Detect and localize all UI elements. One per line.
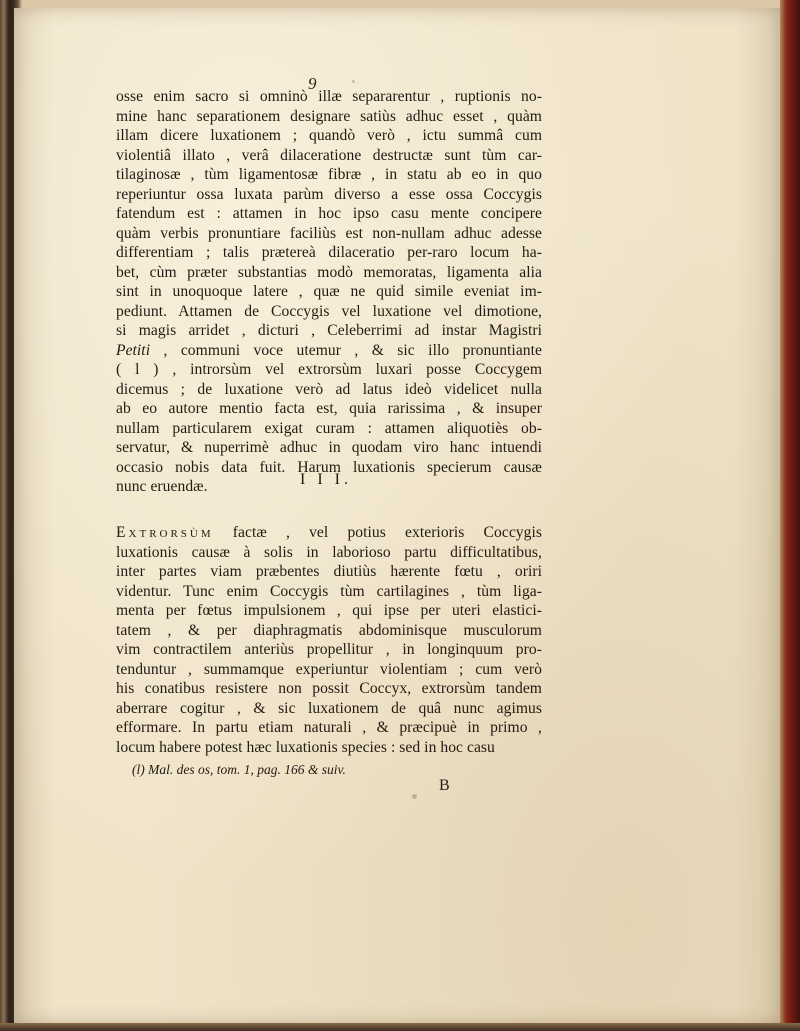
paragraph-1-line: violentiâ illato , verâ dilaceratione destructæ sunt tùm car- xyxy=(116,146,542,164)
paragraph-2-line: videntur. Tunc enim Coccygis tùm cartilagines , tùm liga- xyxy=(116,582,542,600)
paragraph-2 xyxy=(116,523,542,757)
paragraph-2-line: locum habere potest hæc luxationis species : sed in hoc casu xyxy=(116,738,495,756)
paper-stain xyxy=(412,794,417,799)
paragraph-1-line: nunc eruendæ. xyxy=(116,478,208,495)
paragraph-1-line: quàm verbis pronuntiare faciliùs est non-nullam adhuc adesse xyxy=(116,224,542,242)
paragraph-1-line: fatendum est : attamen in hoc ipso casu mente concipere xyxy=(116,205,542,222)
book-bottom-edge xyxy=(0,1023,800,1031)
paragraph-1-line: nullam particularem exigat curam : attamen aliquotiès ob- xyxy=(116,419,542,437)
paragraph-2-line: inter partes viam præbentes diutiùs hærente fœtu , oriri xyxy=(116,563,542,580)
paragraph-1-line: bet, cùm præter substantias modò memoratas, ligamenta alia xyxy=(116,263,542,281)
signature-mark: B xyxy=(439,777,450,794)
paper-stain xyxy=(352,80,355,83)
paragraph-1-line: Petiti , communi voce utemur , & sic illo pronuntiante xyxy=(116,341,542,359)
paragraph-1 xyxy=(116,87,542,497)
paragraph-2-line: menta per fœtus impulsionem , qui ipse per uteri elastici- xyxy=(116,602,542,619)
paragraph-1-line: osse enim sacro si omninò illæ separarentur , ruptionis no- xyxy=(116,88,542,105)
paragraph-1-line: pediunt. Attamen de Coccygis vel luxatione vel dimotione, xyxy=(116,302,542,320)
page-number: 9 xyxy=(308,74,317,93)
drop-word: Extrorsùm xyxy=(116,524,214,541)
paragraph-1-line: reperiuntur ossa luxata parùm diverso a esse ossa Coccygis xyxy=(116,185,542,203)
paragraph-1-line: sint in unoquoque latere , quæ ne quid simile eveniat im- xyxy=(116,283,542,300)
paragraph-1-line: mine hanc separationem designare satiùs adhuc esset , quàm xyxy=(116,107,542,125)
paragraph-2-line: luxationis causæ à solis in laborioso partu difficultatibus, xyxy=(116,543,542,561)
paragraph-2-line: efformare. In partu etiam naturali , & præcipuè in primo , xyxy=(116,719,542,736)
section-heading: I I I. xyxy=(300,471,352,488)
paragraph-1-line: ( l ) , introrsùm vel extrorsùm luxari posse Coccygem xyxy=(116,361,542,378)
paragraph-2-line: vim contractilem anteriùs propellitur , in longinquum pro- xyxy=(116,641,542,658)
paragraph-2-first-line xyxy=(116,523,542,543)
first-line-rest: factæ , vel potius exterioris Coccygis xyxy=(213,524,542,541)
paragraph-1-line: ab eo autore mentio facta est, quia rarissima , & insuper xyxy=(116,400,542,417)
paragraph-1-line: illam dicere luxationem ; quandò verò , ictu summâ cum xyxy=(116,127,542,144)
footnote: (l) Mal. des os, tom. 1, pag. 166 & suiv. xyxy=(132,762,346,777)
paragraph-1-line: differentiam ; talis prætereà dilaceratio per-raro locum ha- xyxy=(116,244,542,261)
paragraph-2-line: tenduntur , summamque experiuntur violentiam ; cum verò xyxy=(116,660,542,678)
paragraph-2-line: his conatibus resistere non possit Coccyx, extrorsùm tandem xyxy=(116,680,542,697)
paragraph-1-line: si magis arridet , dicturi , Celeberrimi ad instar Magistri xyxy=(116,322,542,339)
paragraph-1-line: dicemus ; de luxatione verò ad latus ideò videlicet nulla xyxy=(116,380,542,398)
paragraph-2-line: tatem , & per diaphragmatis abdominisque musculorum xyxy=(116,621,542,639)
paragraph-2-line: aberrare cogitur , & sic luxationem de quâ nunc agimus xyxy=(116,699,542,717)
paragraph-1-line: servatur, & nuperrimè adhuc in quodam viro hanc intuendi xyxy=(116,439,542,456)
author-name: Petiti xyxy=(116,341,151,359)
paragraph-1-line: tilaginosæ , tùm ligamentosæ fibræ , in statu ab eo in quo xyxy=(116,166,542,183)
paragraph-1-line: occasio nobis data fuit. Harum luxationis specierum causæ xyxy=(116,458,542,476)
book-cover-edge xyxy=(780,0,800,1031)
